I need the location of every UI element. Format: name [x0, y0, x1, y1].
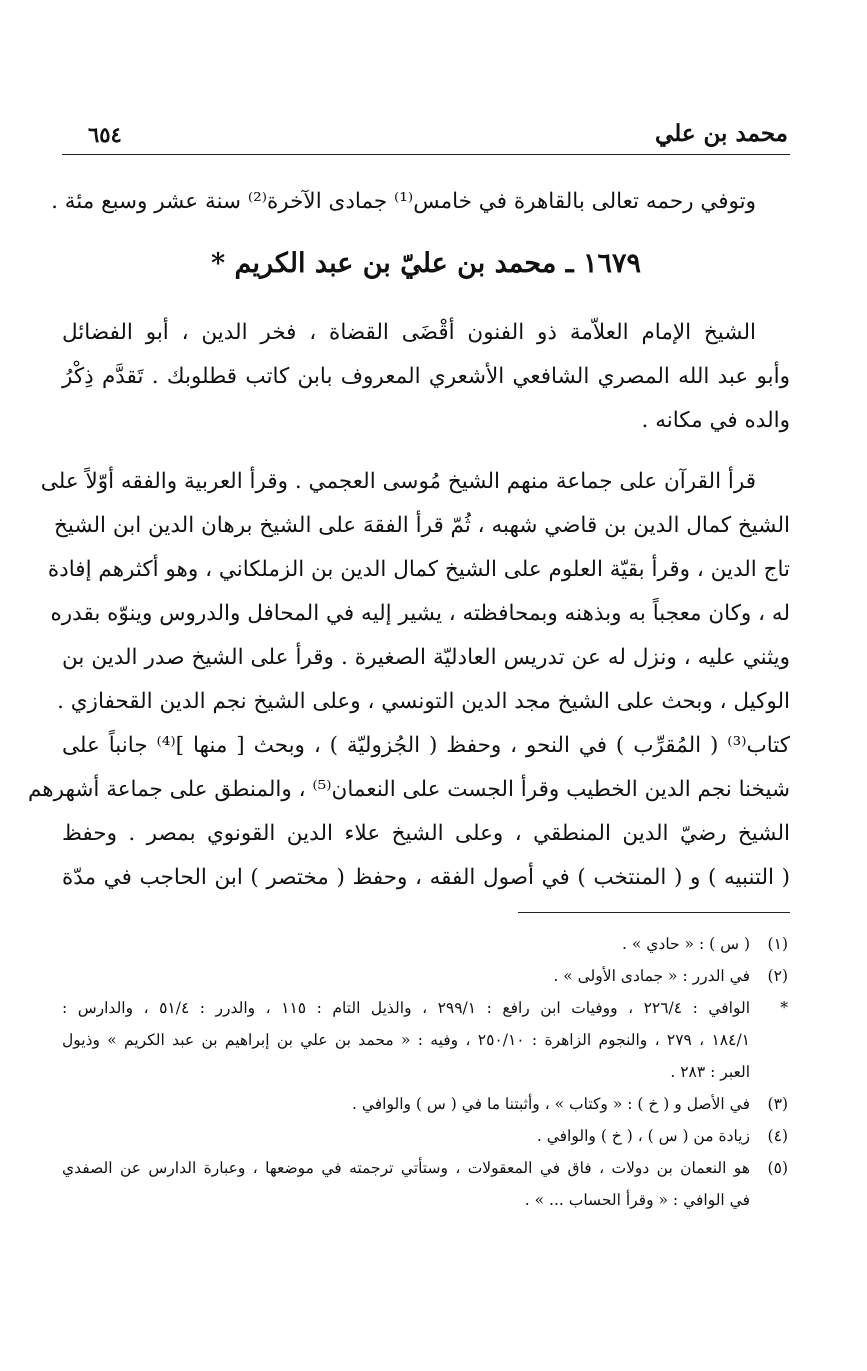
paragraph-2 — [27, 460, 790, 900]
intro-line: وتوفي رحمه تعالى بالقاهرة في خامس⁽¹⁾ جمادى الآخرة⁽²⁾ سنة عشر وسبع مئة . — [51, 189, 756, 214]
footnote-number: (٣) — [767, 1095, 788, 1113]
paragraph-line: الوكيل ، وبحث على الشيخ مجد الدين التونسي ، وعلى الشيخ نجم الدين القحفازي . — [57, 689, 790, 714]
paragraph-line: ( التنبيه ) و ( المنتخب ) في أصول الفقه ، وحفظ ( مختصر ) ابن الحاجب في مدّة — [62, 865, 790, 890]
paragraph-line: والده في مكانه . — [641, 408, 790, 433]
page-number: ٦٥٤ — [88, 122, 122, 147]
paragraph-line: تاج الدين ، وقرأ بقيّة العلوم على الشيخ كمال الدين بن الزملكاني ، وهو أكثرهم إفادة — [47, 557, 790, 582]
paragraph-1 — [62, 311, 790, 443]
footnote-text: في الأصل و ( خ ) : « وكتاب » ، وأثبتنا ما في ( س ) والوافي . — [351, 1095, 750, 1113]
footnotes — [62, 928, 790, 1216]
paragraph-line: الشيخ رضيّ الدين المنطقي ، وعلى الشيخ علاء الدين القونوي بمصر . وحفظ — [62, 821, 790, 846]
paragraph-line: شيخنا نجم الدين الخطيب وقرأ الجست على النعمان⁽⁵⁾ ، والمنطق على جماعة أشهرهم — [27, 777, 790, 802]
paragraph-line: له ، وكان معجباً به وبذهنه وبمحافظته ، يشير إليه في المحافل والدروس وينوّه بقدره — [50, 601, 790, 626]
book-page — [27, 0, 790, 1371]
paragraph-line: ويثني عليه ، ونزل له عن تدريس العادليّة الصغيرة . وقرأ على الشيخ صدر الدين بن — [62, 645, 790, 670]
footnote — [62, 1088, 790, 1120]
footnote — [62, 1120, 790, 1152]
footnote-number: * — [780, 999, 788, 1017]
running-head-title: محمد بن علي — [655, 120, 788, 147]
footnote-number: (٤) — [767, 1127, 788, 1145]
footnote-text: زيادة من ( س ) ، ( خ ) والوافي . — [536, 1127, 750, 1145]
footnote-text: ( س ) : « حادي » . — [622, 935, 750, 953]
footnote-text: العبر : ٢٨٣ . — [670, 1063, 750, 1081]
footnote — [62, 992, 790, 1088]
footnote-number: (١) — [767, 935, 788, 953]
footnote-text: في الوافي : « وقرأ الحساب ... » . — [524, 1191, 750, 1209]
footnote-text: في الدرر : « جمادى الأولى » . — [553, 967, 750, 985]
footnote-divider — [518, 912, 790, 913]
running-head — [62, 118, 790, 155]
footnote — [62, 928, 790, 960]
footnote-number: (٢) — [767, 967, 788, 985]
footnote-text: ١٨٤/١ ، ٢٧٩ ، والنجوم الزاهرة : ٢٥٠/١٠ ، وفيه : « محمد بن علي بن إبراهيم بن عبد الكريم » وذيول — [62, 1031, 751, 1049]
footnote-text: هو النعمان بن دولات ، فاق في المعقولات ، وستأتي ترجمته في موضعها ، وعبارة الدارس عن الصفدي — [62, 1159, 750, 1177]
entry-heading: ١٦٧٩ ـ محمد بن عليّ بن عبد الكريم * — [210, 248, 642, 279]
paragraph-line: قرأ القرآن على جماعة منهم الشيخ مُوسى العجمي . وقرأ العربية والفقه أوّلاً على — [40, 469, 756, 494]
footnote — [62, 1152, 790, 1216]
footnote-text: الوافي : ٢٢٦/٤ ، ووفيات ابن رافع : ٢٩٩/١ ، والذيل التام : ١١٥ ، والدرر : ٥١/٤ ، والدارس : — [62, 999, 751, 1017]
paragraph-line: الشيخ كمال الدين بن قاضي شهبه ، ثُمّ قرأ الفقهَ على الشيخ برهان الدين ابن الشيخ — [53, 513, 790, 538]
paragraph-line: كتاب⁽³⁾ ( المُقرِّب ) في النحو ، وحفظ ( الجُزوليّة ) ، وبحث [ منها ]⁽⁴⁾ جانباً على — [62, 733, 790, 758]
footnote-number: (٥) — [767, 1159, 788, 1177]
footnote — [62, 960, 790, 992]
paragraph-line: الشيخ الإمام العلاّمة ذو الفنون أقْضَى القضاة ، فخر الدين ، أبو الفضائل — [62, 320, 756, 345]
paragraph-line: وأبو عبد الله المصري الشافعي الأشعري المعروف بابن كاتب قطلوبك . تَقدَّم ذِكْرُ — [62, 364, 790, 389]
